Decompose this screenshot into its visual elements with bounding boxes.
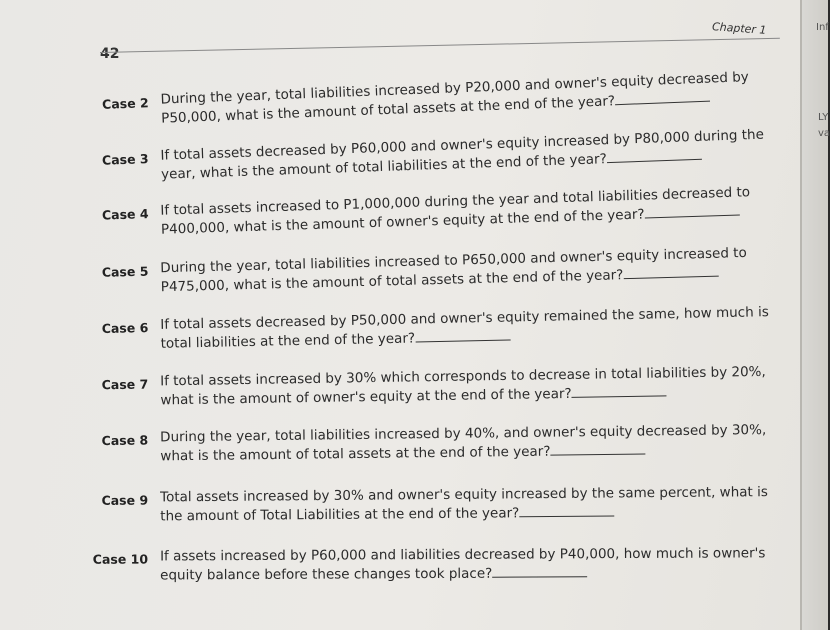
case-label: Case 8 [101, 432, 149, 449]
side-text-top: Inf [816, 22, 829, 33]
case-item [78, 421, 798, 465]
case-question-text: If total assets decreased by P50,000 and owner's equity remained the same, how much is total liabilities at the end of the year? [160, 304, 769, 352]
case-item [78, 182, 798, 238]
case-question [160, 243, 791, 297]
adjacent-page-edge [800, 0, 828, 630]
side-text-mid: LY [818, 112, 829, 123]
case-label: Case 9 [101, 492, 149, 508]
case-label: Case 7 [101, 376, 149, 393]
case-question-text: During the year, total liabilities increased by P20,000 and owner's equity decreased by P50,000, what is the amount of total assets at the end of the year? [160, 69, 750, 127]
answer-blank [606, 147, 701, 163]
page-number: 42 [100, 46, 120, 62]
answer-blank [623, 264, 718, 279]
case-question-text: Total assets increased by 30% and owner's equity increased by the same percent, what is the amount of Total Liabilities at the end of the year? [160, 484, 768, 525]
case-item [78, 302, 798, 352]
answer-blank [492, 564, 587, 577]
answer-blank [415, 327, 510, 342]
case-question-text: If total assets increased by 30% which corresponds to decrease in total liabilities by 20%, what is the amount of owner's equity at the end of the year? [160, 363, 766, 409]
case-label: Case 3 [101, 151, 149, 168]
case-question [160, 483, 790, 526]
case-question [160, 125, 791, 185]
case-label: Case 4 [101, 206, 149, 223]
chapter-heading: Chapter 1 [711, 20, 767, 37]
case-item [78, 66, 797, 127]
case-question [160, 182, 791, 240]
case-question-text: During the year, total liabilities increased by 40%, and owner's equity decreased by 30%, what is the amount of total assets at the end of the year? [160, 421, 767, 465]
case-question [160, 421, 790, 467]
case-label: Case 6 [101, 320, 149, 337]
answer-blank [550, 441, 645, 455]
answer-blank [572, 383, 667, 397]
case-item [78, 483, 798, 525]
case-item [78, 544, 798, 584]
case-question-text: If total assets increased to P1,000,000 during the year and total liabilities decreased to P400,000, what is the amount of owner's equity at the end of the year? [160, 184, 751, 238]
case-label: Case 5 [101, 263, 149, 280]
case-label: Case 10 [92, 551, 149, 567]
case-item [78, 243, 798, 296]
case-question-text: If total assets decreased by P60,000 and owner's equity increased by P80,000 during the year, what is the amount of total liabilities at the end of the year? [160, 126, 765, 183]
answer-blank [644, 203, 739, 219]
case-item [78, 124, 798, 183]
case-question [160, 66, 791, 128]
answer-blank [519, 503, 614, 517]
side-text-mid: va [818, 128, 830, 139]
answer-blank [615, 89, 710, 106]
case-question [160, 544, 790, 585]
case-label: Case 2 [101, 95, 149, 112]
case-question [160, 303, 791, 354]
case-item [78, 362, 798, 409]
case-question-text: If assets increased by P60,000 and liabilities decreased by P40,000, how much is owner's equity balance before these changes took place? [160, 545, 766, 584]
case-question-text: During the year, total liabilities increased to P650,000 and owner's equity increased to P475,000, what is the amount of total assets at the end of the year? [160, 244, 747, 296]
case-question [160, 362, 791, 410]
